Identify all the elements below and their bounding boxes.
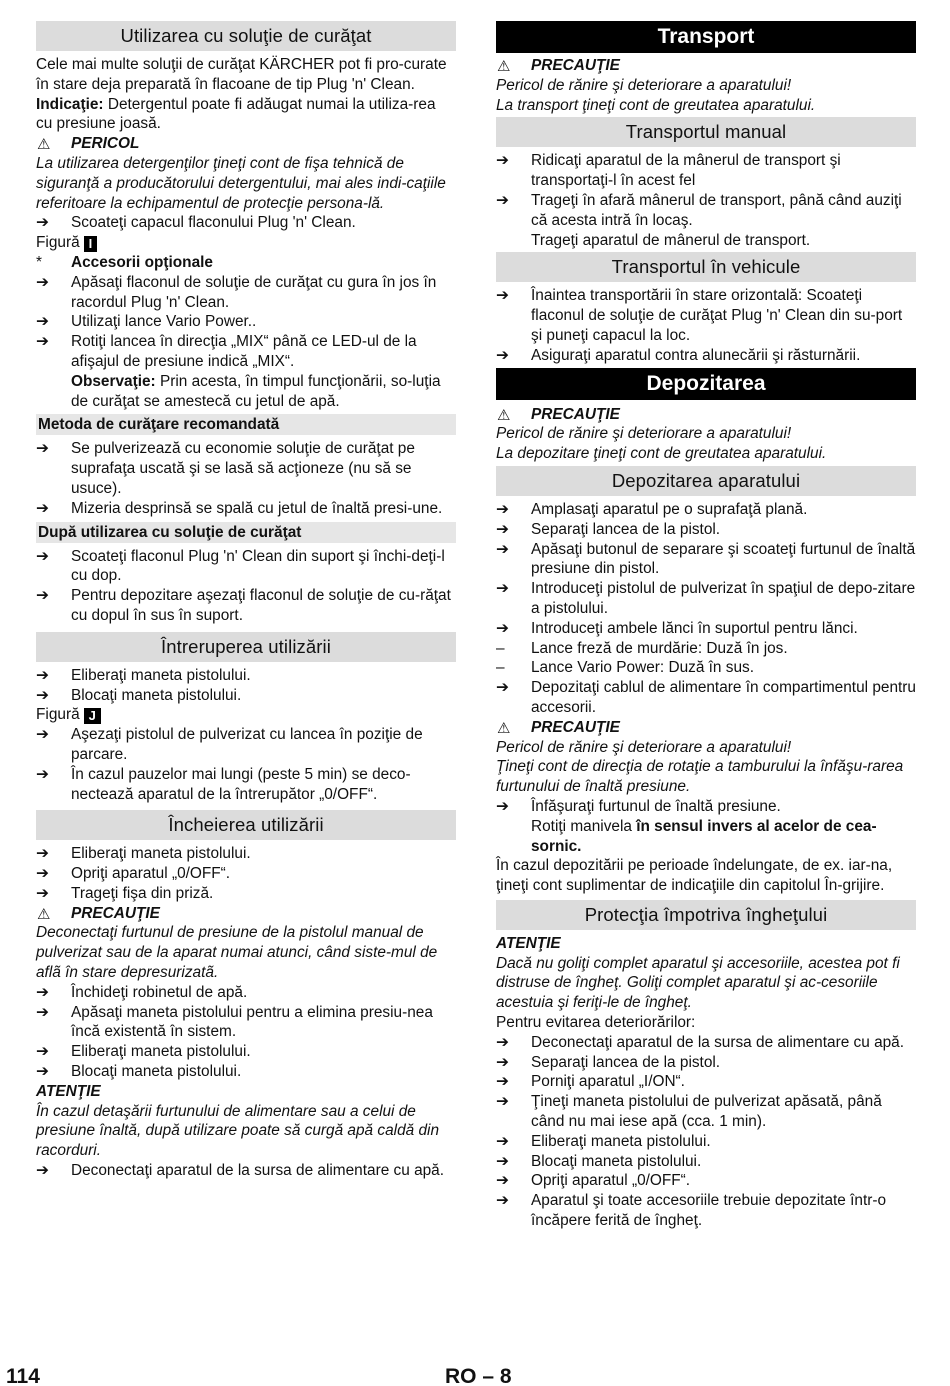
paragraph: În cazul depozitării pe perioade îndelungate, de ex. iar-na, ţineţi cont suplimentar de indicaţiile din capitolul În-grijire. — [496, 857, 893, 895]
list-item-text: Blocaţi maneta pistolului. — [71, 1063, 242, 1081]
list-item — [36, 686, 456, 706]
attention-label: ATENŢIE — [36, 1082, 101, 1100]
arrow-icon: ➔ — [496, 679, 509, 697]
list-item-text: Închideţi robinetul de apă. — [71, 983, 248, 1001]
warning-text: La utilizarea detergenţilor ţineţi cont de fişa tehnică de siguranţă a producătorului detergentului, mai ales indi-caţiile referitoare la echipamentul de protecţie persona-lă. — [36, 154, 446, 212]
accessory-label: Accesorii opţionale — [71, 253, 213, 271]
list-item — [36, 1161, 456, 1181]
list-item — [36, 273, 456, 313]
caution-heading — [496, 56, 916, 76]
list-item-text: Trageţi în afară mânerul de transport, până când auziţi că acesta intră în locaş. — [531, 191, 902, 229]
note-text: Detergentul poate fi adăugat numai la utiliza-rea cu presiune joasă. — [36, 95, 436, 133]
list-item — [496, 1132, 916, 1152]
list-item-text: Înfăşuraţi furtunul de înaltă presiune. — [531, 797, 781, 815]
arrow-icon: ➔ — [496, 1132, 509, 1150]
arrow-icon: ➔ — [496, 520, 509, 538]
arrow-icon: ➔ — [36, 1063, 49, 1081]
warning-icon: ⚠ — [37, 905, 51, 923]
list-item — [496, 500, 916, 520]
arrow-icon: ➔ — [36, 313, 49, 331]
warning-icon: ⚠ — [497, 719, 511, 737]
arrow-icon: ➔ — [496, 500, 509, 518]
section-heading: Depozitarea aparatului — [496, 466, 916, 496]
arrow-icon: ➔ — [36, 333, 49, 351]
list-item — [496, 619, 916, 639]
section-heading: Încheierea utilizării — [36, 810, 456, 840]
list-item — [496, 286, 916, 345]
attention-text: În cazul detaşării furtunului de alimentare sau a celui de presiune înaltă, după utilizare poate să curgă apă caldă din racorduri. — [36, 1102, 439, 1160]
section-heading: Transportul în vehicule — [496, 252, 916, 282]
list-item — [36, 765, 456, 805]
attention-label: ATENŢIE — [496, 934, 561, 952]
arrow-icon: ➔ — [36, 440, 49, 458]
arrow-icon: ➔ — [36, 547, 49, 565]
list-item — [36, 439, 456, 498]
caution-heading — [36, 904, 456, 924]
list-item — [36, 983, 456, 1003]
list-item — [36, 312, 456, 332]
list-item-text: Eliberaţi maneta pistolului. — [71, 666, 251, 684]
figure-badge: I — [84, 236, 98, 252]
caution-text: Deconectaţi furtunul de presiune de la pistolul manual de pulverizat sau de la aparat numai atunci, când siste-mul de aflã în stare depresurizatã. — [36, 924, 438, 982]
warning-label: PERICOL — [71, 135, 140, 153]
crank-direction: în sensul invers al acelor de cea-sornic. — [531, 817, 877, 855]
list-item — [36, 884, 456, 904]
list-item — [36, 213, 456, 233]
list-item — [496, 191, 916, 231]
caution-text: Pericol de rănire şi deteriorare a aparatului! — [496, 76, 792, 94]
list-item-text: Scoateţi flaconul Plug 'n' Clean din suport şi închi-deţi-l cu dop. — [71, 547, 445, 585]
list-item-text: Apăsaţi flaconul de soluţie de curăţat cu gura în jos în racordul Plug 'n' Clean. — [71, 273, 437, 311]
arrow-icon: ➔ — [36, 845, 49, 863]
caution-text: Pericol de rănire şi deteriorare a aparatului! — [496, 738, 792, 756]
arrow-icon: ➔ — [36, 765, 49, 783]
arrow-icon: ➔ — [496, 1192, 509, 1210]
list-item — [496, 1092, 916, 1132]
section-heading: Protecţia împotriva îngheţului — [496, 900, 916, 930]
paragraph: Cele mai multe soluţii de curăţat KÄRCHER pot fi pro-curate în stare deja preparată în flacoane de tip Plug 'n' Clean. — [36, 56, 447, 93]
list-item-text: Se pulverizează cu economie soluţie de curăţat pe suprafaţa uscată şi se lasă să acţioneze (nu să se usuce). — [71, 440, 415, 497]
list-item-text: Utilizaţi lance Vario Power.. — [71, 313, 257, 331]
arrow-icon: ➔ — [36, 884, 49, 902]
list-item — [36, 499, 456, 519]
caution-label: PRECAUŢIE — [531, 405, 620, 423]
observation-paragraph — [36, 372, 456, 412]
list-item-text: Pentru depozitare aşezaţi flaconul de soluţie de cu-răţat cu dopul în sus în suport. — [71, 587, 451, 624]
figure-reference — [36, 705, 456, 725]
page-code: RO – 8 — [445, 1365, 512, 1386]
list-item-text: Separaţi lancea de la pistol. — [531, 520, 721, 538]
arrow-icon: ➔ — [496, 540, 509, 558]
list-item-text: Aşezaţi pistolul de pulverizat cu lancea în poziţie de parcare. — [71, 726, 423, 763]
list-item — [496, 151, 916, 191]
section-heading: Transportul manual — [496, 117, 916, 147]
list-item-text: Amplasaţi aparatul pe o suprafaţă plană. — [531, 500, 808, 518]
observation-text: Prin acesta, în timpul funcţionării, so-luţia de curăţat se amestecă cu jetul de apă. — [71, 372, 441, 410]
list-item-text: Eliberaţi maneta pistolului. — [71, 845, 251, 863]
list-item-text: Depozitaţi cablul de alimentare în compartimentul pentru accesorii. — [531, 679, 916, 716]
caution-text: La depozitare ţineţi cont de greutatea aparatului. — [496, 445, 827, 463]
paragraph: Trageţi aparatul de mânerul de transport. — [531, 231, 811, 249]
caution-heading — [496, 718, 916, 738]
list-item-text: Porniţi aparatul „I/ON“. — [531, 1073, 685, 1091]
arrow-icon: ➔ — [496, 1093, 509, 1111]
list-item-text: Scoateţi capacul flaconului Plug 'n' Clean. — [71, 214, 356, 232]
list-item — [36, 725, 456, 765]
paragraph — [496, 817, 916, 857]
list-item-text: Apăsaţi butonul de separare şi scoateţi furtunul de înaltă presiune din pistol. — [531, 540, 916, 578]
list-item-text: Blocaţi maneta pistolului. — [531, 1152, 702, 1170]
list-item-text: Ridicaţi aparatul de la mânerul de transport şi transportaţi-l în acest fel — [531, 152, 841, 190]
arrow-icon: ➔ — [36, 587, 49, 605]
dash-item — [496, 658, 916, 678]
list-item-text: Deconectaţi aparatul de la sursa de alimentare cu apă. — [71, 1162, 445, 1180]
dash-item — [496, 639, 916, 659]
arrow-icon: ➔ — [496, 191, 509, 209]
section-heading: Utilizarea cu soluţie de curăţat — [36, 21, 456, 51]
optional-accessory-note — [36, 253, 456, 273]
list-item-text: Înaintea transportării în stare orizontală: Scoateţi flaconul de soluţie de curăţat Plug 'n' Clean din su-port şi puneţi capacul la loc. — [531, 287, 903, 344]
note-label: Indicaţie: — [36, 95, 104, 113]
list-item-text: Ţineţi maneta pistolului de pulverizat apăsată, până când nu mai iese apă (cca. 1 min). — [531, 1093, 882, 1131]
list-item — [496, 520, 916, 540]
dash-icon: – — [496, 639, 505, 657]
arrow-icon: ➔ — [496, 1033, 509, 1051]
list-item — [36, 1042, 456, 1062]
arrow-icon: ➔ — [36, 273, 49, 291]
list-item — [36, 844, 456, 864]
list-item — [496, 1171, 916, 1191]
caution-label: PRECAUŢIE — [71, 904, 160, 922]
list-item — [496, 540, 916, 580]
note-paragraph — [36, 95, 456, 135]
list-item-text: Opriţi aparatul „0/OFF“. — [531, 1172, 691, 1190]
list-item — [36, 332, 456, 372]
figure-badge: J — [84, 708, 101, 724]
chapter-heading: Depozitarea — [496, 368, 916, 400]
subsection-heading: Metoda de curăţare recomandată — [36, 414, 456, 435]
arrow-icon: ➔ — [36, 666, 49, 684]
arrow-icon: ➔ — [36, 983, 49, 1001]
arrow-icon: ➔ — [496, 1053, 509, 1071]
arrow-icon: ➔ — [496, 619, 509, 637]
arrow-icon: ➔ — [496, 287, 509, 305]
right-column — [496, 21, 916, 1231]
page-number: 114 — [6, 1365, 40, 1386]
attention-text: Dacă nu goliţi complet aparatul şi accesoriile, acestea pot fi distruse de îngheţ. Goliţi complet aparatul şi ac-cesoriile acestuia şi feriţi-le de îngheţ. — [496, 954, 900, 1012]
list-item — [36, 666, 456, 686]
arrow-icon: ➔ — [36, 1043, 49, 1061]
list-item — [496, 1072, 916, 1092]
arrow-icon: ➔ — [496, 1172, 509, 1190]
asterisk-icon: * — [36, 253, 42, 271]
arrow-icon: ➔ — [36, 865, 49, 883]
list-item-text: Eliberaţi maneta pistolului. — [531, 1132, 711, 1150]
list-item — [36, 547, 456, 587]
subsection-heading: După utilizarea cu soluţie de curăţat — [36, 522, 456, 543]
arrow-icon: ➔ — [36, 726, 49, 744]
warning-icon: ⚠ — [497, 406, 511, 424]
warning-icon: ⚠ — [37, 136, 51, 154]
figure-reference — [36, 233, 456, 253]
arrow-icon: ➔ — [496, 346, 509, 364]
arrow-icon: ➔ — [36, 686, 49, 704]
caution-label: PRECAUŢIE — [531, 57, 620, 74]
arrow-icon: ➔ — [496, 580, 509, 598]
dash-item-text: Lance Vario Power: Duză în sus. — [531, 659, 754, 677]
chapter-heading: Transport — [496, 21, 916, 53]
list-item — [496, 1152, 916, 1172]
list-item — [496, 1191, 916, 1231]
list-item-text: Mizeria desprinsă se spală cu jetul de înaltă presi-une. — [71, 499, 443, 517]
list-item-text: Rotiţi lancea în direcţia „MIX“ până ce LED-ul de la afişajul de presiune indică „MIX“. — [71, 333, 417, 370]
list-item-text: Aparatul şi toate accesoriile trebuie depozitate într-o încăpere ferită de îngheţ. — [531, 1192, 887, 1230]
warning-heading — [36, 134, 456, 154]
list-item — [496, 1053, 916, 1073]
list-item-text: Apăsaţi maneta pistolului pentru a elimina presiu-nea încă existentă în sistem. — [71, 1003, 433, 1041]
list-item — [496, 678, 916, 718]
list-item-text: Blocaţi maneta pistolului. — [71, 686, 242, 704]
list-item — [496, 346, 916, 366]
arrow-icon: ➔ — [36, 499, 49, 517]
list-item-text: Opriţi aparatul „0/OFF“. — [71, 865, 231, 883]
list-item-text: Introduceţi ambele lănci în suportul pentru lănci. — [531, 619, 858, 637]
dash-item-text: Lance freză de murdărie: Duză în jos. — [531, 639, 788, 657]
caution-text: Pericol de rănire şi deteriorare a aparatului! — [496, 425, 792, 443]
arrow-icon: ➔ — [36, 1003, 49, 1021]
section-heading: Întreruperea utilizării — [36, 632, 456, 662]
paragraph: Pentru evitarea deteriorărilor: — [496, 1014, 696, 1032]
arrow-icon: ➔ — [496, 152, 509, 170]
caution-text: La transport ţineţi cont de greutatea aparatului. — [496, 96, 816, 114]
list-item — [36, 864, 456, 884]
list-item — [36, 586, 456, 626]
list-item-text: Deconectaţi aparatul de la sursa de alimentare cu apă. — [531, 1033, 905, 1051]
list-item-text: Asiguraţi aparatul contra alunecării şi răsturnării. — [531, 346, 861, 364]
caution-label: PRECAUŢIE — [531, 718, 620, 736]
observation-label: Observaţie: — [71, 372, 156, 390]
list-item — [36, 1062, 456, 1082]
left-column — [36, 21, 456, 1181]
list-item-text: Introduceţi pistolul de pulverizat în spaţiul de depo-zitare a pistolului. — [531, 580, 916, 617]
list-item — [36, 1003, 456, 1043]
list-item — [496, 797, 916, 817]
crank-text: Rotiţi manivela — [531, 817, 637, 835]
dash-icon: – — [496, 659, 505, 677]
caution-heading — [496, 405, 916, 425]
list-item — [496, 579, 916, 619]
list-item — [496, 1033, 916, 1053]
warning-icon: ⚠ — [497, 58, 511, 75]
arrow-icon: ➔ — [496, 1073, 509, 1091]
list-item-text: Eliberaţi maneta pistolului. — [71, 1043, 251, 1061]
list-item-text: Separaţi lancea de la pistol. — [531, 1053, 721, 1071]
list-item-text: Trageţi fişa din priză. — [71, 884, 214, 902]
list-item-text: În cazul pauzelor mai lungi (peste 5 min) se deco-nectează aparatul de la întrerupător „0/OFF“. — [71, 765, 411, 803]
figure-label: Figură — [36, 706, 80, 724]
arrow-icon: ➔ — [36, 214, 49, 232]
arrow-icon: ➔ — [36, 1162, 49, 1180]
figure-label: Figură — [36, 234, 80, 252]
arrow-icon: ➔ — [496, 1152, 509, 1170]
caution-text: Ţineţi cont de direcţia de rotaţie a tamburului la înfăşu-rarea furtunului de înaltă presiune. — [496, 758, 904, 796]
arrow-icon: ➔ — [496, 797, 509, 815]
